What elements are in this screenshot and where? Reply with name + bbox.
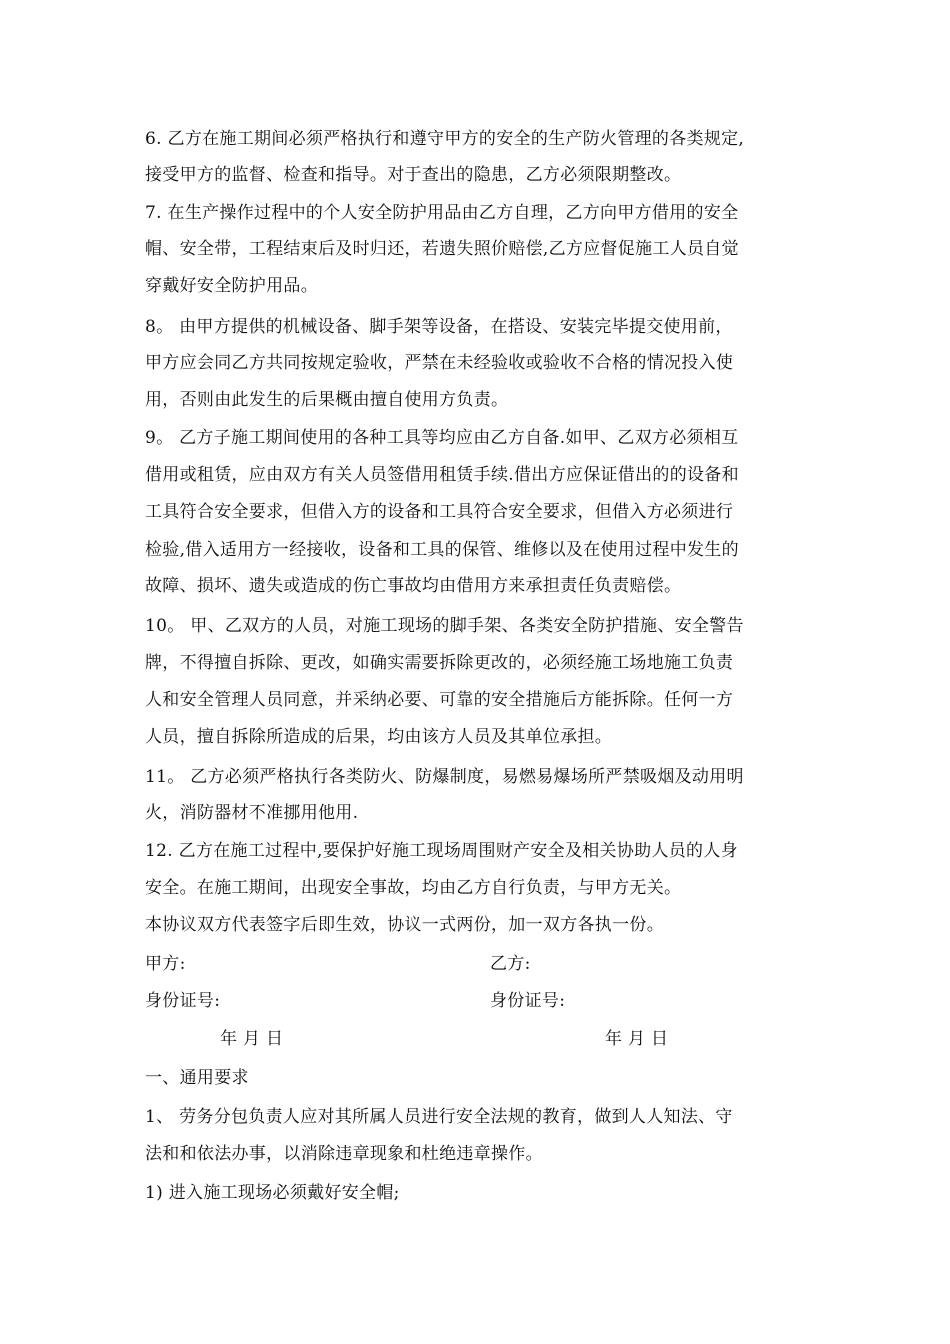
clause-12-line-1: 12. 乙方在施工过程中,要保护好施工现场周围财产安全及相关协助人员的人身	[145, 841, 738, 861]
clause-11-line-2: 火，消防器材不准挪用他用.	[145, 803, 359, 823]
clause-9-line-4: 检验,借入适用方一经接收，设备和工具的保管、维修以及在使用过程中发生的	[145, 540, 739, 560]
clause-9-line-5: 故障、损坏、遗失或造成的伤亡事故均由借用方来承担责任负责赔偿。	[145, 576, 682, 596]
party-b-id-label: 身份证号:	[490, 991, 566, 1011]
party-b-date: 年 月 日	[605, 1029, 669, 1049]
party-a-date: 年 月 日	[220, 1029, 284, 1049]
clause-7-line-3: 穿戴好安全防护用品。	[145, 276, 318, 296]
clause-10-line-2: 牌，不得擅自拆除、更改，如确实需要拆除更改的，必须经施工场地施工负责	[145, 653, 734, 673]
clause-9-line-2: 借用或租赁，应由双方有关人员签借用租赁手续.借出方应保证借出的的设备和	[145, 465, 739, 485]
clause-11-line-1: 11。 乙方必须严格执行各类防火、防爆制度，易燃易爆场所严禁吸烟及动用明	[145, 767, 744, 787]
clause-6-line-2: 接受甲方的监督、检查和指导。对于查出的隐患，乙方必须限期整改。	[145, 165, 682, 185]
clause-8-line-2: 甲方应会同乙方共同按规定验收，严禁在未经验收或验收不合格的情况投入使	[145, 353, 734, 373]
party-a-label: 甲方:	[145, 954, 186, 974]
section-subitem-1: 1) 进入施工现场必须戴好安全帽;	[145, 1183, 400, 1203]
clause-10-line-3: 人和安全管理人员同意，并采纳必要、可靠的安全措施后方能拆除。任何一方	[145, 690, 734, 710]
clause-9-line-1: 9。 乙方子施工期间使用的各种工具等均应由乙方自备.如甲、乙双方必须相互	[145, 428, 739, 448]
clause-6-line-1: 6. 乙方在施工期间必须严格执行和遵守甲方的安全的生产防火管理的各类规定,	[145, 129, 745, 149]
party-a-id-label: 身份证号:	[145, 991, 221, 1011]
party-b-label: 乙方:	[490, 954, 531, 974]
clause-10-line-1: 10。 甲、乙双方的人员，对施工现场的脚手架、各类安全防护措施、安全警告	[145, 616, 744, 636]
section-item-1-line-2: 法和和依法办事，以消除违章现象和杜绝违章操作。	[145, 1144, 543, 1164]
section-heading: 一、通用要求	[145, 1068, 249, 1088]
clause-10-line-4: 人员，擅自拆除所造成的后果，均由该方人员及其单位承担。	[145, 727, 613, 747]
clause-9-line-3: 工具符合安全要求，但借入方的设备和工具符合安全要求，但借入方必须进行	[145, 502, 734, 522]
clause-8-line-3: 用，否则由此发生的后果概由擅自使用方负责。	[145, 390, 509, 410]
clause-7-line-2: 帽、安全带，工程结束后及时归还，若遗失照价赔偿,乙方应督促施工人员自觉	[145, 239, 739, 259]
agreement-effect-line: 本协议双方代表签字后即生效，协议一式两份，加一双方各执一份。	[145, 915, 664, 935]
clause-12-line-2: 安全。在施工期间，出现安全事故，均由乙方自行负责，与甲方无关。	[145, 878, 682, 898]
clause-7-line-1: 7. 在生产操作过程中的个人安全防护用品由乙方自理，乙方向甲方借用的安全	[145, 203, 739, 223]
clause-8-line-1: 8。 由甲方提供的机械设备、脚手架等设备，在搭设、安装完毕提交使用前，	[145, 317, 733, 337]
section-item-1-line-1: 1、 劳务分包负责人应对其所属人员进行安全法规的教育，做到人人知法、守	[145, 1107, 733, 1127]
